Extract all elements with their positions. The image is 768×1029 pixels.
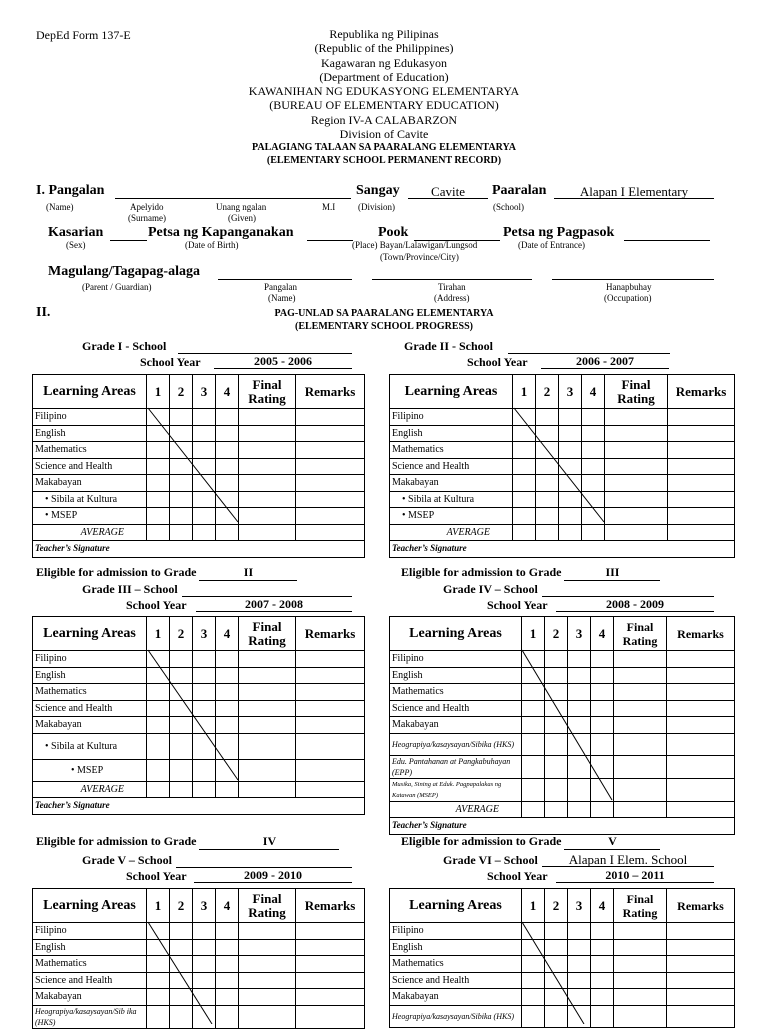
subject-cell: Mathematics xyxy=(390,442,513,459)
grade-1-school-field[interactable] xyxy=(178,339,352,354)
subject-cell: Heograpiya/kasaysayan/Sib ika (HKS) xyxy=(33,1005,147,1028)
table-row xyxy=(390,475,735,492)
mi-sub: M.I xyxy=(322,202,336,212)
subject-cell: Science and Health xyxy=(33,972,147,989)
name-sub: (Name) xyxy=(46,202,74,212)
subject-cell: Filipino xyxy=(390,923,522,940)
division-sub: (Division) xyxy=(358,202,395,212)
grade-2-year-field[interactable]: 2006 - 2007 xyxy=(541,354,669,369)
subject-cell: Filipino xyxy=(390,409,513,426)
table-row xyxy=(33,939,365,956)
unang-sub: Unang ngalan xyxy=(216,202,267,212)
address-sub: (Address) xyxy=(434,293,470,303)
col-rating: Rating xyxy=(248,632,286,648)
pangalan-label: Pangalan xyxy=(48,183,105,198)
col-q1: 1 xyxy=(522,889,545,923)
col-rating: Rating xyxy=(622,905,658,920)
table-row xyxy=(390,956,735,973)
grade-3-school-label: Grade III – School xyxy=(82,582,178,596)
subject-cell: English xyxy=(390,425,513,442)
doe-field[interactable] xyxy=(624,226,710,241)
subject-cell: Heograpiya/kasaysayan/Sibika (HKS) xyxy=(390,733,522,755)
col-q4: 4 xyxy=(591,889,614,923)
eligible-label: Eligible for admission to Grade xyxy=(401,834,562,848)
hanapbuhay-sub: Hanapbuhay xyxy=(606,282,652,292)
grade-5-school-label: Grade V – School xyxy=(82,853,172,867)
subject-cell: • Sibila at Kultura xyxy=(33,491,147,508)
col-q3: 3 xyxy=(193,889,216,923)
table-row xyxy=(33,409,365,426)
table-row xyxy=(390,717,735,734)
col-final-rating xyxy=(614,889,667,923)
progress-title-line: PAG-UNLAD SA PAARALANG ELEMENTARYA xyxy=(274,308,494,319)
col-q3: 3 xyxy=(568,617,591,651)
subject-cell: Makabayan xyxy=(33,717,147,734)
subject-cell: Science and Health xyxy=(33,700,147,717)
pook-label: Pook xyxy=(378,225,409,240)
table-row xyxy=(33,425,365,442)
grade-6-table xyxy=(389,888,735,1028)
table-row xyxy=(33,491,365,508)
col-remarks: Remarks xyxy=(668,375,735,409)
form-id: DepEd Form 137-E xyxy=(36,28,131,42)
table-row xyxy=(390,778,735,801)
col-remarks: Remarks xyxy=(296,375,365,409)
subject-cell: • Sibila at Kultura xyxy=(33,733,147,759)
paaralan-label: Paaralan xyxy=(492,183,547,198)
grade-4-year-field[interactable]: 2008 - 2009 xyxy=(556,597,714,612)
col-learning-areas: Learning Areas xyxy=(390,889,522,923)
place-sub2: (Town/Province/City) xyxy=(380,252,459,262)
table-row xyxy=(33,781,365,798)
subject-text: Sibila at Kultura xyxy=(51,493,118,505)
col-final-rating xyxy=(239,617,296,651)
col-final: Final xyxy=(626,891,654,906)
subject-cell: • Sibila at Kultura xyxy=(390,491,513,508)
col-rating: Rating xyxy=(248,904,286,920)
grade-3-year-field[interactable]: 2007 - 2008 xyxy=(196,597,352,612)
col-q3: 3 xyxy=(568,889,591,923)
parent-name-field[interactable] xyxy=(218,265,352,280)
table-row xyxy=(33,475,365,492)
subject-cell: English xyxy=(33,425,147,442)
grade-5-year-field[interactable]: 2009 - 2010 xyxy=(194,868,352,883)
table-row xyxy=(33,717,365,734)
eligible-label: Eligible for admission to Grade xyxy=(36,565,197,579)
subject-cell: Mathematics xyxy=(33,956,147,973)
subject-cell: • MSEP xyxy=(390,508,513,525)
table-row xyxy=(33,700,365,717)
given-sub: (Given) xyxy=(228,213,256,223)
col-q2: 2 xyxy=(536,375,559,409)
grade-3-eligible xyxy=(36,834,339,850)
col-final-rating xyxy=(239,375,296,409)
petsa-pagpasok-label: Petsa ng Pagpasok xyxy=(503,225,615,240)
col-q4: 4 xyxy=(216,375,239,409)
grade-3-table xyxy=(32,616,365,815)
section-two-numeral: II. xyxy=(36,305,51,320)
parent-occupation-field[interactable] xyxy=(552,265,714,280)
col-q4: 4 xyxy=(582,375,605,409)
subject-text: MSEP xyxy=(408,510,435,522)
header-line: (Republic of the Philippines) xyxy=(314,41,454,56)
subject-text: MSEP xyxy=(77,764,104,776)
eligible-label: Eligible for admission to Grade xyxy=(401,565,562,579)
subject-cell: Science and Health xyxy=(390,972,522,989)
subject-cell: Makabayan xyxy=(390,989,522,1006)
grade-4-school-field[interactable] xyxy=(542,582,714,597)
kasarian-label: Kasarian xyxy=(48,225,104,240)
table-row xyxy=(390,541,735,558)
col-final-rating xyxy=(605,375,668,409)
sangay-label: Sangay xyxy=(356,183,400,198)
apelyido-sub: Apelyido xyxy=(130,202,164,212)
col-q2: 2 xyxy=(545,617,568,651)
table-row xyxy=(33,651,365,668)
subject-cell: Makabayan xyxy=(33,989,147,1006)
col-q4: 4 xyxy=(216,617,239,651)
sex-sub: (Sex) xyxy=(66,240,86,250)
table-row xyxy=(390,491,735,508)
record-title: PALAGIANG TALAAN SA PAARALANG ELEMENTARYA xyxy=(252,142,516,154)
col-q1: 1 xyxy=(513,375,536,409)
place-sub: (Place) Bayan/Lalawigan/Lungsod xyxy=(352,240,478,250)
grade-1-table xyxy=(32,374,365,558)
grade-4-year-label: School Year xyxy=(487,598,548,612)
table-row xyxy=(390,801,735,818)
table-row xyxy=(390,508,735,525)
table-row xyxy=(390,700,735,717)
col-rating: Rating xyxy=(617,390,655,406)
grade-5-year-label: School Year xyxy=(126,869,187,883)
col-q4: 4 xyxy=(591,617,614,651)
header-line: Kagawaran ng Edukasyon xyxy=(321,55,447,70)
table-row xyxy=(33,1005,365,1028)
eligible-label: Eligible for admission to Grade xyxy=(36,834,197,848)
subject-cell: English xyxy=(390,939,522,956)
grade-2-school-label: Grade II - School xyxy=(404,339,494,353)
col-q3: 3 xyxy=(193,375,216,409)
table-row xyxy=(390,733,735,755)
section-numeral: I. xyxy=(36,183,45,198)
table-row xyxy=(33,541,365,558)
subject-text: Sibila at Kultura xyxy=(408,493,475,505)
table-row xyxy=(33,458,365,475)
header-line: Republika ng Pilipinas xyxy=(329,27,439,41)
col-rating: Rating xyxy=(622,633,658,648)
average-label: AVERAGE xyxy=(33,781,147,798)
col-rating: Rating xyxy=(248,390,286,406)
table-row xyxy=(33,923,365,940)
col-q3: 3 xyxy=(193,617,216,651)
section-one-label xyxy=(36,183,104,199)
col-q1: 1 xyxy=(147,889,170,923)
grade-4-table xyxy=(389,616,735,835)
grade-2-table xyxy=(389,374,735,558)
table-row xyxy=(390,442,735,459)
grade-6-school-label: Grade VI – School xyxy=(443,853,538,867)
header-line: (Department of Education) xyxy=(319,69,449,84)
col-q2: 2 xyxy=(170,375,193,409)
col-final: Final xyxy=(621,376,651,392)
col-remarks: Remarks xyxy=(296,889,365,923)
subject-cell: Mathematics xyxy=(390,956,522,973)
table-row xyxy=(33,798,365,815)
header-line: KAWANIHAN NG EDUKASYONG ELEMENTARYA xyxy=(248,84,520,99)
parent-sub: (Parent / Guardian) xyxy=(82,282,152,292)
table-row xyxy=(390,409,735,426)
col-final: Final xyxy=(252,890,282,906)
sangay-field[interactable]: Cavite xyxy=(408,184,488,199)
surname-sub: (Surname) xyxy=(128,213,166,223)
table-row xyxy=(33,759,365,781)
subject-cell: Mathematics xyxy=(33,684,147,701)
col-q1: 1 xyxy=(147,617,170,651)
paaralan-field[interactable]: Alapan I Elementary xyxy=(554,184,714,199)
subject-text: MSEP xyxy=(51,510,78,522)
teacher-signature: Teacher’s Signature xyxy=(33,541,365,558)
subject-cell: Edu. Pantahanan at Pangkabuhayan (EPP) xyxy=(390,755,522,778)
col-final-rating xyxy=(239,889,296,923)
table-row xyxy=(390,818,735,835)
subject-cell: Mathematics xyxy=(33,442,147,459)
table-row xyxy=(390,667,735,684)
grade-3-year-label: School Year xyxy=(126,598,187,612)
header-line: (BUREAU OF ELEMENTARY EDUCATION) xyxy=(269,98,499,113)
sex-field[interactable] xyxy=(110,226,147,241)
progress-subtitle-line: (ELEMENTARY SCHOOL PROGRESS) xyxy=(294,321,473,332)
subject-cell: • MSEP xyxy=(33,508,147,525)
header xyxy=(0,27,768,167)
subject-cell: Science and Health xyxy=(33,458,147,475)
subject-cell: Makabayan xyxy=(390,717,522,734)
dob-field[interactable] xyxy=(307,226,353,241)
subject-cell: Makabayan xyxy=(390,475,513,492)
table-row xyxy=(390,972,735,989)
grade-1-school-label: Grade I - School xyxy=(82,339,167,353)
subject-cell: Mathematics xyxy=(390,684,522,701)
table-row xyxy=(33,524,365,541)
subject-cell: Musika, Sining at Eduk. Pagpapalakas ng Katawan (MSEP) xyxy=(390,778,522,801)
subject-cell: Filipino xyxy=(33,651,147,668)
col-q3: 3 xyxy=(559,375,582,409)
grade-1-year-label: School Year xyxy=(140,355,201,369)
table-row xyxy=(390,923,735,940)
subject-cell: Science and Health xyxy=(390,700,522,717)
eligible-value[interactable]: IV xyxy=(199,834,339,850)
table-row xyxy=(33,667,365,684)
col-final-rating xyxy=(614,617,667,651)
pook-field[interactable] xyxy=(414,226,500,241)
average-label: AVERAGE xyxy=(390,801,522,818)
col-remarks: Remarks xyxy=(667,889,735,923)
teacher-signature: Teacher’s Signature xyxy=(390,541,735,558)
col-learning-areas: Learning Areas xyxy=(33,375,147,409)
header-line: Region IV-A CALABARZON xyxy=(310,112,458,127)
table-row xyxy=(390,425,735,442)
subject-cell: Heograpiya/kasaysayan/Sibika (HKS) xyxy=(390,1005,522,1027)
grade-5-table xyxy=(32,888,365,1029)
subject-cell: English xyxy=(33,939,147,956)
name2-sub: (Name) xyxy=(268,293,296,303)
col-q4: 4 xyxy=(216,889,239,923)
table-row xyxy=(33,508,365,525)
table-row xyxy=(390,524,735,541)
subject-cell: Filipino xyxy=(33,409,147,426)
table-row xyxy=(33,989,365,1006)
grade-1-year-field[interactable]: 2005 - 2006 xyxy=(214,354,352,369)
school-sub: (School) xyxy=(493,202,524,212)
doe-sub: (Date of Entrance) xyxy=(518,240,585,250)
subject-cell: Makabayan xyxy=(33,475,147,492)
table-row xyxy=(390,755,735,778)
grade-6-year-label: School Year xyxy=(487,869,548,883)
table-row xyxy=(390,651,735,668)
grade-6-year-field[interactable]: 2010 – 2011 xyxy=(556,868,714,883)
grade-6-school-field[interactable]: Alapan I Elem. School xyxy=(542,852,714,867)
subject-cell: English xyxy=(33,667,147,684)
subject-cell: Filipino xyxy=(390,651,522,668)
grade-2-year-label: School Year xyxy=(467,355,528,369)
name-field[interactable] xyxy=(115,184,351,199)
pangalan-sub: Pangalan xyxy=(264,282,297,292)
col-q2: 2 xyxy=(170,617,193,651)
tirahan-sub: Tirahan xyxy=(438,282,466,292)
grade-4-eligible xyxy=(401,834,660,850)
teacher-signature: Teacher’s Signature xyxy=(33,798,365,815)
magulang-label: Magulang/Tagapag-alaga xyxy=(48,264,200,279)
col-learning-areas: Learning Areas xyxy=(390,375,513,409)
record-subtitle: (ELEMENTARY SCHOOL PERMANENT RECORD) xyxy=(266,155,502,167)
occupation-sub: (Occupation) xyxy=(604,293,652,303)
col-learning-areas: Learning Areas xyxy=(33,889,147,923)
subject-cell: English xyxy=(390,667,522,684)
grade-2-eligible xyxy=(401,565,660,581)
col-q1: 1 xyxy=(147,375,170,409)
subject-cell: Science and Health xyxy=(390,458,513,475)
grade-2-school-field[interactable] xyxy=(508,339,670,354)
progress-title xyxy=(0,307,768,333)
table-row xyxy=(390,684,735,701)
eligible-value[interactable]: III xyxy=(564,565,660,581)
average-label: AVERAGE xyxy=(390,524,513,541)
header-line: Division of Cavite xyxy=(339,127,429,142)
dob-sub: (Date of Birth) xyxy=(185,240,239,250)
teacher-signature: Teacher’s Signature xyxy=(390,818,735,835)
col-q1: 1 xyxy=(522,617,545,651)
col-q2: 2 xyxy=(170,889,193,923)
subject-cell: • MSEP xyxy=(33,759,147,781)
grade-5-school-field[interactable] xyxy=(176,853,352,868)
table-row xyxy=(33,956,365,973)
average-label: AVERAGE xyxy=(33,524,147,541)
table-row xyxy=(390,458,735,475)
col-learning-areas: Learning Areas xyxy=(33,617,147,651)
eligible-value[interactable]: V xyxy=(564,834,660,850)
col-final: Final xyxy=(626,619,654,634)
subject-cell: Filipino xyxy=(33,923,147,940)
col-learning-areas: Learning Areas xyxy=(390,617,522,651)
col-final: Final xyxy=(252,376,282,392)
table-row xyxy=(33,442,365,459)
col-q2: 2 xyxy=(545,889,568,923)
table-row xyxy=(33,733,365,759)
eligible-value[interactable]: II xyxy=(199,565,297,581)
table-row xyxy=(390,939,735,956)
table-row xyxy=(390,989,735,1006)
table-row xyxy=(33,684,365,701)
grade-1-eligible xyxy=(36,565,297,581)
col-final: Final xyxy=(252,618,282,634)
table-row xyxy=(33,972,365,989)
parent-address-field[interactable] xyxy=(372,265,532,280)
grade-4-school-label: Grade IV – School xyxy=(443,582,538,596)
subject-text: Sibila at Kultura xyxy=(51,740,118,752)
petsa-kapanganakan-label: Petsa ng Kapanganakan xyxy=(148,225,294,240)
col-remarks: Remarks xyxy=(667,617,735,651)
grade-3-school-field[interactable] xyxy=(182,582,352,597)
col-remarks: Remarks xyxy=(296,617,365,651)
